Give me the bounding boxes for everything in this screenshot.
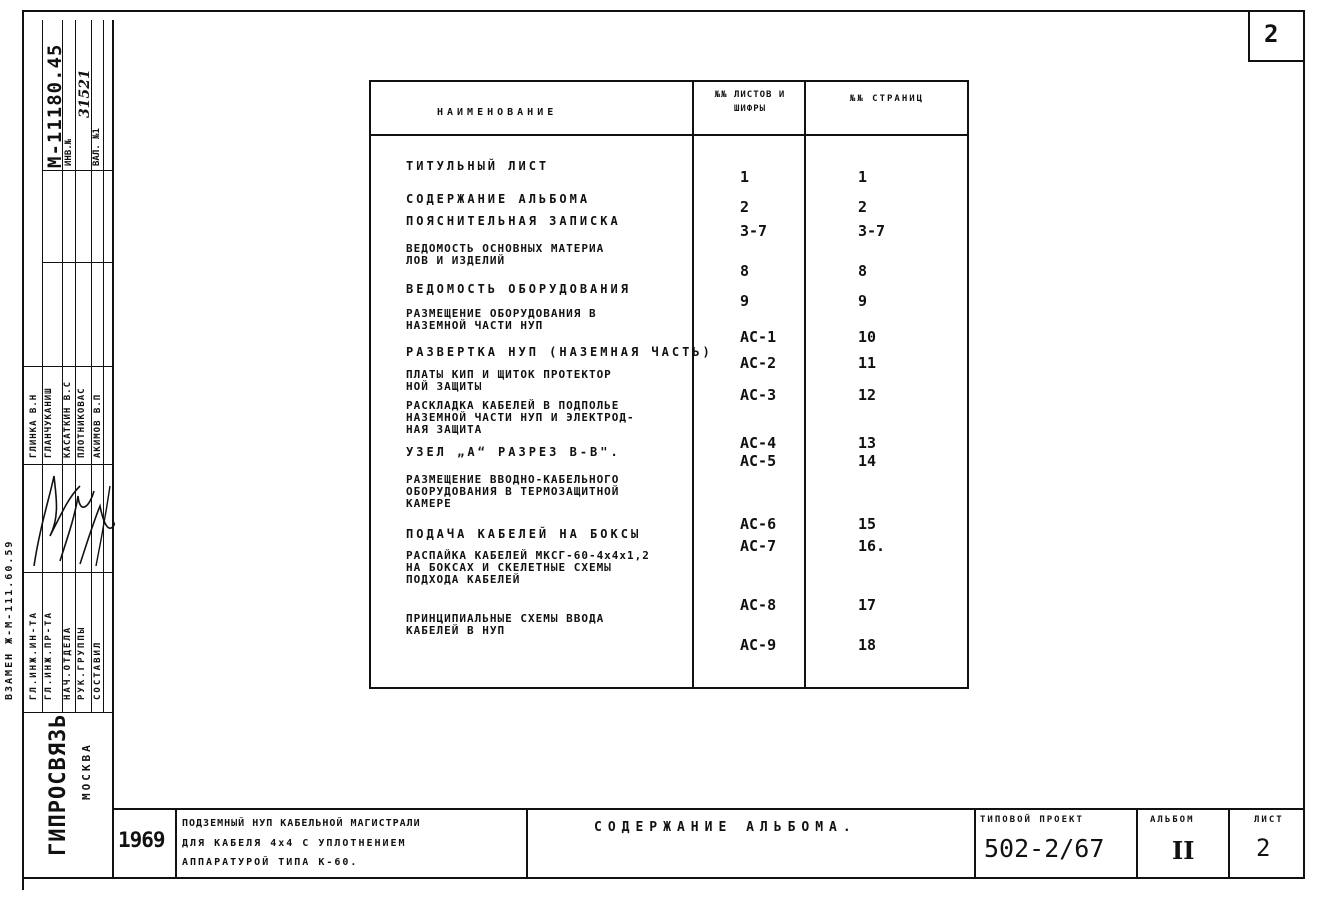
sheet-label-block: ЛИСТ [1254, 815, 1284, 825]
frame-left [22, 10, 24, 890]
toc-item-sheet: АС-4 [740, 434, 777, 452]
strip-h-4 [22, 464, 112, 465]
toc-item-page: 2 [858, 198, 868, 216]
toc-item-sheet: АС-3 [740, 386, 777, 404]
corner-box-bottom [1248, 60, 1305, 62]
toc-item-title: НАЗЕМНОЙ ЧАСТИ НУП И ЭЛЕКТРОД- [406, 411, 635, 424]
signer-name: ГЛАНЧУКАНИШ [44, 387, 54, 458]
toc-item-title: НАЗЕМНОЙ ЧАСТИ НУП [406, 319, 544, 332]
project-desc-line: ПОДЗЕМНЫЙ НУП КАБЕЛЬНОЙ МАГИСТРАЛИ [182, 818, 421, 829]
toc-item-title: НА БОКСАХ И СКЕЛЕТНЫЕ СХЕМЫ [406, 561, 612, 574]
frame-right [1303, 10, 1305, 878]
frame-bottom [22, 877, 1305, 879]
toc-item-sheet: 8 [740, 262, 750, 280]
signer-name: ГЛИНКА В.Н [29, 393, 39, 458]
toc-item-title: ВЕДОМОСТЬ ОБОРУДОВАНИЯ [406, 282, 631, 296]
toc-item-title: ЛОВ И ИЗДЕЛИЙ [406, 254, 506, 267]
toc-item-title: РАСКЛАДКА КАБЕЛЕЙ В ПОДПОЛЬЕ [406, 399, 620, 412]
toc-item-title: ПРИНЦИПИАЛЬНЫЕ СХЕМЫ ВВОДА [406, 612, 605, 625]
signer-name: АКИМОВ В.П [93, 393, 103, 458]
signer-role: НАЧ.ОТДЕЛА [63, 625, 73, 700]
corner-box-left [1248, 12, 1250, 62]
toc-item-page: 10 [858, 328, 877, 346]
frame-inner-left [112, 20, 114, 878]
title-col-2 [526, 808, 528, 878]
document-title: СОДЕРЖАНИЕ АЛЬБОМА. [594, 820, 857, 835]
toc-item-title: ПОДХОДА КАБЕЛЕЙ [406, 573, 521, 586]
toc-header-sheets: №№ ЛИСТОВ И ШИФРЫ [714, 90, 786, 114]
title-col-1 [175, 808, 177, 878]
signer-role: ГЛ.ИНЖ.ИН-ТА [29, 610, 39, 700]
strip-h-1 [42, 170, 112, 171]
signer-name: ПЛОТНИКОВАС [77, 387, 87, 458]
project-desc-line: ДЛЯ КАБЕЛЯ 4х4 С УПЛОТНЕНИЕМ [182, 838, 407, 849]
toc-item-title: НОЙ ЗАЩИТЫ [406, 380, 483, 393]
typical-project-label: ТИПОВОЙ ПРОЕКТ [980, 815, 1084, 825]
toc-item-page: 8 [858, 262, 868, 280]
vzamen-note: ВЗАМЕН Ж-М-111.60.59 [4, 539, 15, 700]
toc-item-title: НАЯ ЗАЩИТА [406, 423, 483, 436]
toc-item-sheet: 2 [740, 198, 750, 216]
toc-item-title: КАМЕРЕ [406, 497, 452, 510]
toc-item-title: РАЗМЕЩЕНИЕ ОБОРУДОВАНИЯ В [406, 307, 597, 320]
toc-item-title: РАЗВЕРТКА НУП (НАЗЕМНАЯ ЧАСТЬ) [406, 345, 713, 359]
toc-item-sheet: АС-2 [740, 354, 777, 372]
toc-item-page: 13 [858, 434, 877, 452]
toc-col-rule-2 [804, 80, 806, 689]
toc-item-sheet: АС-5 [740, 452, 777, 470]
strip-h-2 [42, 262, 112, 263]
toc-item-page: 12 [858, 386, 877, 404]
toc-item-sheet: АС-6 [740, 515, 777, 533]
toc-header-name: НАИМЕНОВАНИЕ [437, 107, 558, 118]
toc-item-page: 15 [858, 515, 877, 533]
toc-item-page: 18 [858, 636, 877, 654]
signatures-graphic [20, 466, 115, 572]
toc-header-rule [369, 134, 969, 136]
toc-item-title: ОБОРУДОВАНИЯ В ТЕРМОЗАЩИТНОЙ [406, 485, 620, 498]
toc-item-page: 9 [858, 292, 868, 310]
toc-item-page: 11 [858, 354, 877, 372]
frame-top [22, 10, 1305, 12]
sheet-label: ВАЛ. №1 [92, 128, 102, 166]
organization-name: ГИПРОСВЯЗЬ [46, 713, 71, 856]
toc-item-title: КАБЕЛЕЙ В НУП [406, 624, 506, 637]
toc-item-title: РАСПАЙКА КАБЕЛЕЙ МКСГ-60-4х4х1,2 [406, 549, 650, 562]
title-col-4 [1136, 808, 1138, 878]
city-name: МОСКВА [80, 742, 93, 800]
signer-name: КАСАТКИН В.С [63, 380, 73, 458]
drawing-code: М-11180.45 [44, 43, 66, 168]
toc-item-sheet: 1 [740, 168, 750, 186]
signer-role: СОСТАВИЛ [93, 640, 103, 700]
toc-item-sheet: АС-9 [740, 636, 777, 654]
signer-role: РУК.ГРУППЫ [77, 625, 87, 700]
toc-item-page: 3-7 [858, 222, 886, 240]
toc-header-pages: №№ СТРАНИЦ [849, 94, 925, 104]
inventory-number: 31521 [77, 69, 93, 118]
toc-col-rule-1 [692, 80, 694, 689]
toc-item-page: 14 [858, 452, 877, 470]
toc-item-title: ПЛАТЫ КИП И ЩИТОК ПРОТЕКТОР [406, 368, 612, 381]
toc-item-sheet: 3-7 [740, 222, 768, 240]
toc-item-title: ПОЯСНИТЕЛЬНАЯ ЗАПИСКА [406, 214, 621, 228]
toc-item-title: УЗЕЛ „А“ РАЗРЕЗ В-В". [406, 445, 621, 459]
typical-project-number: 502-2/67 [984, 834, 1105, 863]
toc-item-sheet: АС-8 [740, 596, 777, 614]
album-label: АЛЬБОМ [1150, 815, 1195, 825]
toc-item-page: 16. [858, 537, 886, 555]
toc-item-title: ВЕДОМОСТЬ ОСНОВНЫХ МАТЕРИА [406, 242, 605, 255]
toc-item-sheet: АС-7 [740, 537, 777, 555]
toc-item-page: 1 [858, 168, 868, 186]
title-col-5 [1228, 808, 1230, 878]
corner-sheet-number: 2 [1264, 20, 1279, 48]
toc-item-sheet: АС-1 [740, 328, 777, 346]
project-desc-line: АППАРАТУРОЙ ТИПА К-60. [182, 857, 359, 868]
toc-item-title: ПОДАЧА КАБЕЛЕЙ НА БОКСЫ [406, 527, 642, 541]
strip-h-5 [22, 572, 112, 573]
toc-item-title: РАЗМЕЩЕНИЕ ВВОДНО-КАБЕЛЬНОГО [406, 473, 620, 486]
project-year: 1969 [118, 828, 165, 852]
signer-role: ГЛ.ИНЖ.ПР-ТА [44, 610, 54, 700]
toc-item-title: СОДЕРЖАНИЕ АЛЬБОМА [406, 192, 591, 206]
toc-item-title: ТИТУЛЬНЫЙ ЛИСТ [406, 159, 550, 173]
strip-col-left [42, 20, 43, 712]
title-col-3 [974, 808, 976, 878]
toc-item-sheet: 9 [740, 292, 750, 310]
sheet-number-block: 2 [1256, 834, 1271, 862]
toc-item-page: 17 [858, 596, 877, 614]
album-number: II [1172, 836, 1195, 865]
title-block-top [112, 808, 1305, 810]
inventory-label: ИНВ.№ [64, 138, 74, 166]
strip-h-3 [22, 366, 112, 367]
